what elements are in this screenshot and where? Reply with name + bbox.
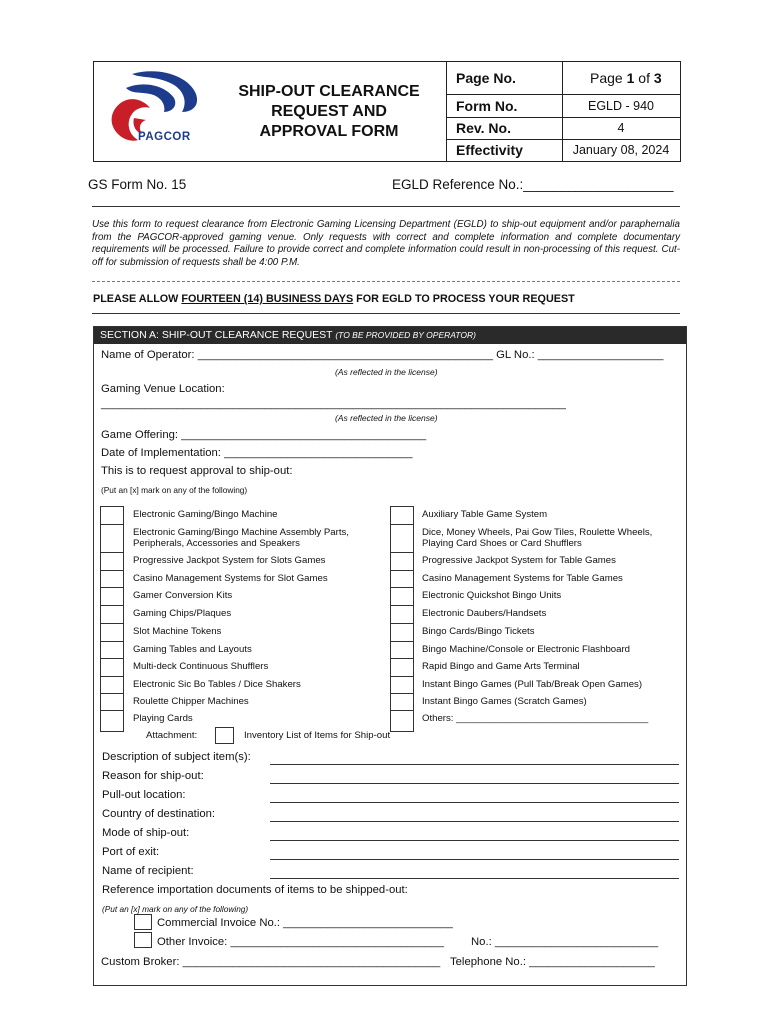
detail-field-label: Mode of ship-out: [102, 827, 190, 839]
left-item-label: Gamer Conversion Kits [133, 590, 233, 601]
right-item-label: Instant Bingo Games (Pull Tab/Break Open Games) [422, 679, 643, 690]
other-invoice-field[interactable]: Other Invoice: __________________________________ [157, 936, 445, 948]
right-item-checkbox[interactable] [390, 710, 414, 732]
venue-location-field[interactable]: __________________________________________________________________________ [101, 398, 566, 410]
mark-note-2: (Put an [x] mark on any of the following) [102, 904, 249, 914]
left-item-label: Playing Cards [133, 713, 193, 724]
form-no-label: Form No. [456, 98, 518, 114]
left-item-checkbox[interactable] [100, 710, 124, 732]
detail-field-label: Name of recipient: [102, 865, 194, 877]
instructions: Use this form to request clearance from Electronic Gaming Licensing Department (EGLD) to ship-out equipment and/or paraphernalia from the PAGCOR-approved gaming venue. Only requests with correct and complete information and complete documentary requirements will be processed. Failure to provide correct and complete information could result in non-processing of this request. Cut-off for submission of requests shall be 4:00 P.M. [92, 219, 680, 268]
page-value: Page 1 of 3 [590, 70, 662, 86]
right-item-label: Rapid Bingo and Game Arts Terminal [422, 661, 580, 672]
mark-note: (Put an [x] mark on any of the following) [101, 485, 248, 495]
other-invoice-checkbox[interactable] [134, 932, 152, 948]
detail-field-input[interactable] [270, 878, 679, 879]
left-item-label: Slot Machine Tokens [133, 626, 222, 637]
detail-field-label: Country of destination: [102, 808, 216, 820]
custom-broker-field[interactable]: Custom Broker: _________________________________________ [101, 956, 441, 968]
page-label: Page No. [456, 70, 516, 86]
left-item-label: Gaming Chips/Plaques [133, 608, 232, 619]
venue-location-label: Gaming Venue Location: [101, 383, 225, 395]
egld-reference-field[interactable]: EGLD Reference No.:____________________ [392, 177, 674, 192]
attachment-checkbox[interactable] [215, 727, 234, 744]
right-item-label: Others: ____________________________________ [422, 713, 649, 724]
section-a-title: SECTION A: SHIP-OUT CLEARANCE REQUEST (TO BE PROVIDED BY OPERATOR) [94, 327, 686, 344]
left-item-checkbox[interactable] [100, 524, 124, 554]
detail-field-label: Reason for ship-out: [102, 770, 204, 782]
left-item-checkbox[interactable] [100, 605, 124, 625]
right-item-checkbox[interactable] [390, 552, 414, 572]
left-item-checkbox[interactable] [100, 552, 124, 572]
right-item-checkbox[interactable] [390, 623, 414, 643]
left-item-label: Electronic Gaming/Bingo Machine Assembly Parts, Peripherals, Accessories and Speakers [133, 527, 349, 549]
left-item-label: Casino Management Systems for Slot Games [133, 573, 328, 584]
processing-notice: PLEASE ALLOW FOURTEEN (14) BUSINESS DAYS FOR EGLD TO PROCESS YOUR REQUEST [93, 293, 575, 305]
right-item-checkbox[interactable] [390, 658, 414, 678]
date-implementation-field[interactable]: Date of Implementation: ______________________________ [101, 447, 413, 459]
right-item-label: Instant Bingo Games (Scratch Games) [422, 696, 587, 707]
right-item-label: Dice, Money Wheels, Pai Gow Tiles, Roulette Wheels, Playing Card Shoes or Card Shufflers [422, 527, 653, 549]
right-item-checkbox[interactable] [390, 587, 414, 607]
attachment-label: Attachment: [146, 730, 198, 741]
pagcor-logo [104, 66, 214, 156]
right-item-label: Electronic Daubers/Handsets [422, 608, 547, 619]
right-item-label: Bingo Cards/Bingo Tickets [422, 626, 535, 637]
license-note: (As reflected in the license) [335, 367, 438, 377]
right-item-label: Casino Management Systems for Table Games [422, 573, 623, 584]
gs-form-number: GS Form No. 15 [88, 177, 187, 192]
request-text: This is to request approval to ship-out: [101, 465, 293, 477]
effectivity-value: January 08, 2024 [572, 143, 670, 157]
detail-field-input[interactable] [270, 802, 679, 803]
rev-no-label: Rev. No. [456, 120, 511, 136]
left-item-label: Progressive Jackpot System for Slots Games [133, 555, 326, 566]
detail-field-input[interactable] [270, 764, 679, 765]
other-invoice-no-field[interactable]: No.: __________________________ [471, 936, 659, 948]
detail-field-input[interactable] [270, 859, 679, 860]
form-header [93, 61, 681, 162]
form-title: SHIP-OUT CLEARANCE REQUEST AND APPROVAL FORM [238, 83, 420, 140]
right-item-label: Auxiliary Table Game System [422, 509, 548, 520]
left-item-checkbox[interactable] [100, 587, 124, 607]
left-item-label: Electronic Sic Bo Tables / Dice Shakers [133, 679, 301, 690]
pagcor-logo-text: PAGCOR [138, 131, 191, 143]
right-item-label: Electronic Quickshot Bingo Units [422, 590, 562, 601]
telephone-field[interactable]: Telephone No.: ____________________ [450, 956, 655, 968]
detail-field-input[interactable] [270, 821, 679, 822]
detail-field-input[interactable] [270, 783, 679, 784]
left-item-label: Gaming Tables and Layouts [133, 644, 252, 655]
detail-field-label: Description of subject item(s): [102, 751, 251, 763]
right-item-label: Progressive Jackpot System for Table Games [422, 555, 616, 566]
left-item-checkbox[interactable] [100, 623, 124, 643]
effectivity-label: Effectivity [456, 142, 523, 158]
left-item-label: Roulette Chipper Machines [133, 696, 249, 707]
right-item-checkbox[interactable] [390, 524, 414, 554]
left-item-label: Electronic Gaming/Bingo Machine [133, 509, 278, 520]
attachment-item: Inventory List of Items for Ship-out [244, 730, 391, 741]
left-item-checkbox[interactable] [100, 658, 124, 678]
detail-field-input[interactable] [270, 840, 679, 841]
right-item-checkbox[interactable] [390, 506, 414, 526]
left-item-label: Multi-deck Continuous Shufflers [133, 661, 269, 672]
license-note-2: (As reflected in the license) [335, 413, 438, 423]
form-no-value: EGLD - 940 [587, 99, 654, 113]
rev-no-value: 4 [617, 121, 625, 135]
detail-field-label: Port of exit: [102, 846, 160, 858]
right-item-label: Bingo Machine/Console or Electronic Flashboard [422, 644, 630, 655]
commercial-invoice-checkbox[interactable] [134, 914, 152, 930]
operator-field[interactable]: Name of Operator: _______________________________________________ GL No.: ____________________ [101, 349, 664, 361]
reference-docs-label: Reference importation documents of items to be shipped-out: [102, 884, 408, 896]
game-offering-field[interactable]: Game Offering: _______________________________________ [101, 429, 427, 441]
left-item-checkbox[interactable] [100, 506, 124, 526]
right-item-checkbox[interactable] [390, 605, 414, 625]
commercial-invoice-field[interactable]: Commercial Invoice No.: ___________________________ [157, 917, 453, 929]
detail-field-label: Pull-out location: [102, 789, 186, 801]
